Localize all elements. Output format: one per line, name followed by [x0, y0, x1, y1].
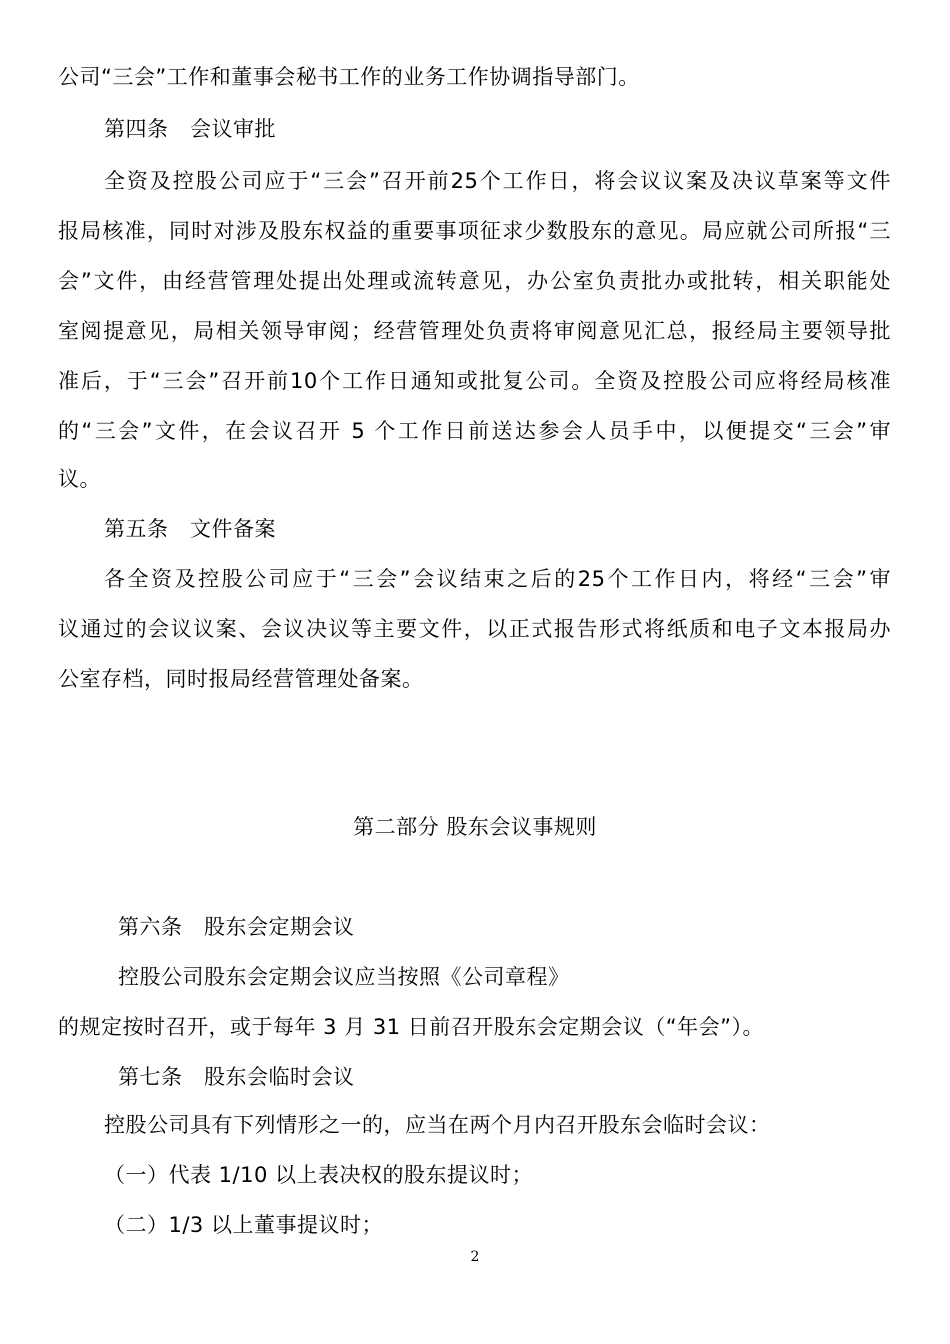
- article-heading-7: 第七条 股东会临时会议: [118, 1065, 355, 1089]
- paragraph-line: 各全资及控股公司应于“三会”会议结束之后的25个工作日内，将经“三会”审: [104, 567, 891, 591]
- article-heading-4: 第四条 会议审批: [104, 117, 276, 141]
- paragraph-line: 议通过的会议议案、会议决议等主要文件，以正式报告形式将纸质和电子文本报局办: [58, 617, 891, 641]
- paragraph-line: 室阅提意见，局相关领导审阅；经营管理处负责将审阅意见汇总，报经局主要领导批: [58, 319, 891, 343]
- paragraph-line: 控股公司具有下列情形之一的，应当在两个月内召开股东会临时会议：: [104, 1113, 771, 1137]
- paragraph-line: 全资及控股公司应于“三会”召开前25个工作日，将会议议案及决议草案等文件: [104, 169, 891, 193]
- page-number: 2: [470, 1249, 480, 1265]
- paragraph-line: 准后，于“三会”召开前10个工作日通知或批复公司。全资及控股公司应将经局核准: [58, 369, 891, 393]
- article-heading-5: 第五条 文件备案: [104, 517, 276, 541]
- list-item: （一）代表 1/10 以上表决权的股东提议时；: [104, 1163, 534, 1187]
- article-heading-6: 第六条 股东会定期会议: [118, 915, 355, 939]
- paragraph-line: 的规定按时召开，或于每年 3 月 31 日前召开股东会定期会议（“年会”）。: [58, 1015, 765, 1039]
- paragraph-line: 公司“三会”工作和董事会秘书工作的业务工作协调指导部门。: [58, 65, 640, 89]
- part-title: 第二部分 股东会议事规则: [353, 815, 597, 839]
- paragraph-line: 会”文件，由经营管理处提出处理或流转意见，办公室负责批办或批转，相关职能处: [58, 269, 891, 293]
- paragraph-line: 控股公司股东会定期会议应当按照《公司章程》: [118, 965, 570, 989]
- paragraph-line: 公室存档，同时报局经营管理处备案。: [58, 667, 424, 691]
- paragraph-line: 的“三会”文件，在会议召开 5 个工作日前送达参会人员手中，以便提交“三会”审: [58, 419, 891, 443]
- list-item: （二）1/3 以上董事提议时；: [104, 1213, 383, 1237]
- paragraph-line: 议。: [58, 467, 101, 491]
- paragraph-line: 报局核准，同时对涉及股东权益的重要事项征求少数股东的意见。局应就公司所报“三: [58, 219, 891, 243]
